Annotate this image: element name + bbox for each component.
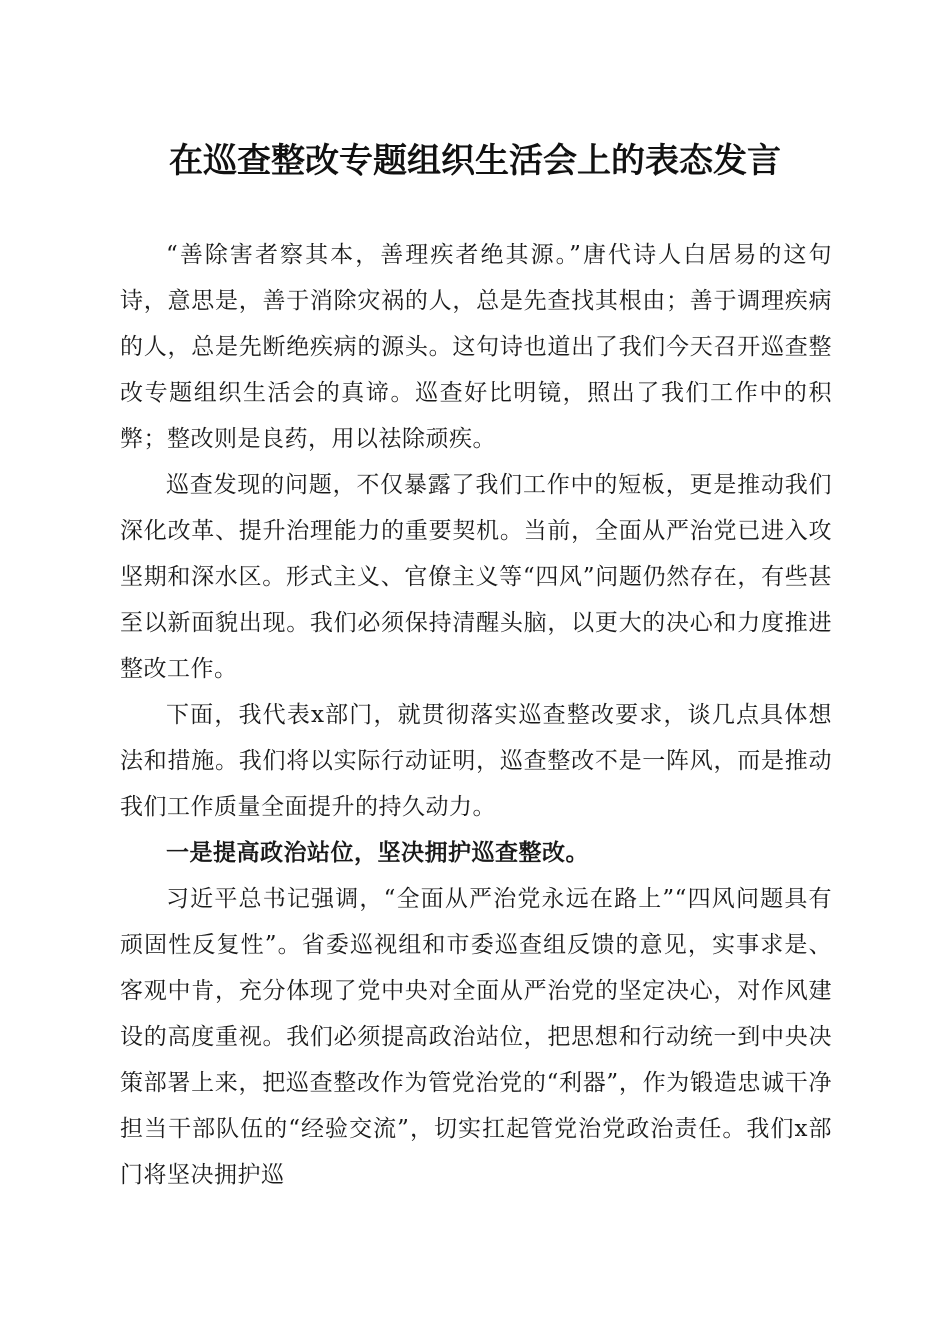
document-body [120,232,832,1198]
page-title: 在巡查整改专题组织生活会上的表态发言 [169,141,781,181]
paragraph-intro: “善除害者察其本，善理疾者绝其源。”唐代诗人白居易的这句诗，意思是，善于消除灾祸的人，总是先查找其根由；善于调理疾病的人，总是先断绝疾病的源头。这句诗也道出了我们今天召开巡查整改专题组织生活会的真谛。巡查好比明镜，照出了我们工作中的积弊；整改则是良药，用以祛除顽疾。 [120,242,832,452]
section-heading-one: 一是提高政治站位，坚决拥护巡查整改。 [166,839,589,866]
paragraph-section-one: 习近平总书记强调，“全面从严治党永远在路上”“四风问题具有顽固性反复性”。省委巡视组和市委巡查组反馈的意见，实事求是、客观中肯，充分体现了党中央对全面从严治党的坚定决心，对作风建设的高度重视。我们必须提高政治站位，把思想和行动统一到中央决策部署上来，把巡查整改作为管党治党的“利器”，作为锻造忠诚干净担当干部队伍的“经验交流”，切实扛起管党治党政治责任。我们x部门将坚决拥护巡 [120,886,832,1188]
paragraph-representation: 下面，我代表x部门，就贯彻落实巡查整改要求，谈几点具体想法和措施。我们将以实际行动证明，巡查整改不是一阵风，而是推动我们工作质量全面提升的持久动力。 [120,702,832,820]
paragraph-problems: 巡查发现的问题，不仅暴露了我们工作中的短板，更是推动我们深化改革、提升治理能力的重要契机。当前，全面从严治党已进入攻坚期和深水区。形式主义、官僚主义等“四风”问题仍然存在，有些甚至以新面貌出现。我们必须保持清醒头脑，以更大的决心和力度推进整改工作。 [120,472,832,682]
